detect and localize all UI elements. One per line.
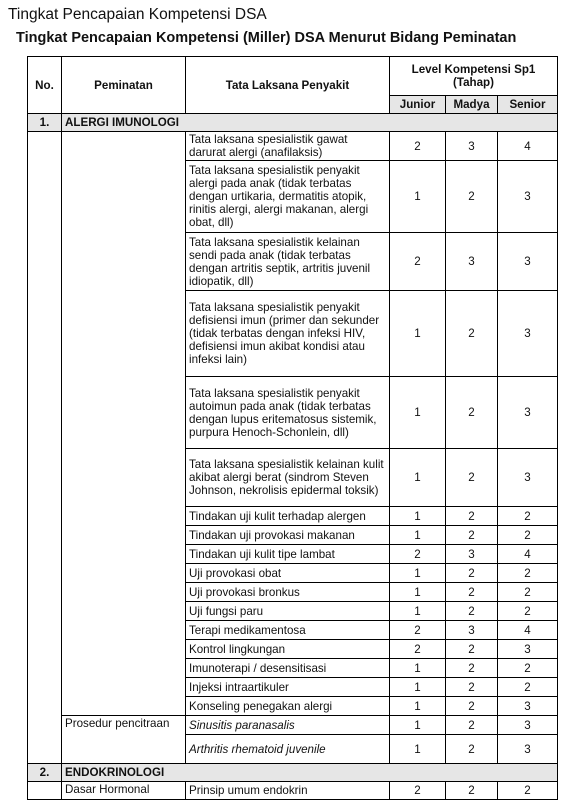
tata-laksana-cell: Tindakan uji kulit tipe lambat <box>186 545 390 564</box>
tata-laksana-cell: Uji provokasi bronkus <box>186 583 390 602</box>
junior-cell: 1 <box>390 678 446 697</box>
table-body <box>28 114 558 800</box>
peminatan-cell: Dasar Hormonal <box>62 782 186 800</box>
row-number-cell <box>28 132 62 764</box>
tata-laksana-cell: Tata laksana spesialistik penyakit defisiensi imun (primer dan sekunder (tidak terbatas dengan infeksi HIV, defisiensi imun akibat kondisi atau infeksi lain) <box>186 291 390 377</box>
tata-laksana-cell: Injeksi intraartikuler <box>186 678 390 697</box>
senior-cell: 3 <box>498 161 558 233</box>
junior-cell: 1 <box>390 291 446 377</box>
madya-cell: 2 <box>446 659 498 678</box>
senior-cell: 4 <box>498 621 558 640</box>
tata-laksana-cell: Kontrol lingkungan <box>186 640 390 659</box>
senior-cell: 3 <box>498 735 558 764</box>
junior-cell: 1 <box>390 602 446 621</box>
junior-cell: 1 <box>390 697 446 716</box>
tata-laksana-cell: Tata laksana spesialistik penyakit alergi pada anak (tidak terbatas dengan urtikaria, dermatitis atopik, rinitis alergi, alergi makanan, alergi obat, dll) <box>186 161 390 233</box>
madya-cell: 3 <box>446 233 498 291</box>
senior-cell: 2 <box>498 583 558 602</box>
header-junior: Junior <box>390 96 446 114</box>
madya-cell: 2 <box>446 583 498 602</box>
senior-cell: 2 <box>498 526 558 545</box>
senior-cell: 3 <box>498 716 558 735</box>
header-madya: Madya <box>446 96 498 114</box>
header-tata-laksana: Tata Laksana Penyakit <box>186 57 390 114</box>
table-row <box>28 716 558 735</box>
madya-cell: 2 <box>446 640 498 659</box>
senior-cell: 3 <box>498 697 558 716</box>
tata-laksana-cell: Imunoterapi / desensitisasi <box>186 659 390 678</box>
junior-cell: 2 <box>390 233 446 291</box>
madya-cell: 2 <box>446 526 498 545</box>
tata-laksana-cell: Tata laksana spesialistik gawat darurat alergi (anafilaksis) <box>186 132 390 161</box>
tata-laksana-cell: Uji provokasi obat <box>186 564 390 583</box>
tata-laksana-cell: Terapi medikamentosa <box>186 621 390 640</box>
peminatan-cell <box>62 132 186 716</box>
madya-cell: 2 <box>446 291 498 377</box>
table-row <box>28 132 558 161</box>
junior-cell: 1 <box>390 735 446 764</box>
section-row <box>28 114 558 132</box>
junior-cell: 2 <box>390 782 446 800</box>
senior-cell: 2 <box>498 659 558 678</box>
tata-laksana-cell: Arthritis rhematoid juvenile <box>186 735 390 764</box>
tata-laksana-cell: Sinusitis paranasalis <box>186 716 390 735</box>
senior-cell: 3 <box>498 291 558 377</box>
madya-cell: 2 <box>446 507 498 526</box>
madya-cell: 2 <box>446 564 498 583</box>
senior-cell: 2 <box>498 602 558 621</box>
table-head <box>28 57 558 114</box>
header-peminatan: Peminatan <box>62 57 186 114</box>
header-level-kompetensi: Level Kompetensi Sp1 (Tahap) <box>390 57 558 96</box>
junior-cell: 1 <box>390 449 446 507</box>
junior-cell: 2 <box>390 545 446 564</box>
senior-cell: 3 <box>498 377 558 449</box>
madya-cell: 2 <box>446 782 498 800</box>
tata-laksana-cell: Tindakan uji provokasi makanan <box>186 526 390 545</box>
madya-cell: 2 <box>446 449 498 507</box>
header-senior: Senior <box>498 96 558 114</box>
senior-cell: 4 <box>498 545 558 564</box>
junior-cell: 1 <box>390 161 446 233</box>
tata-laksana-cell: Tata laksana spesialistik kelainan kulit akibat alergi berat (sindrom Steven Johnson, nekrolisis epidermal toksik) <box>186 449 390 507</box>
table-row <box>28 782 558 800</box>
senior-cell: 3 <box>498 233 558 291</box>
junior-cell: 2 <box>390 621 446 640</box>
senior-cell: 2 <box>498 782 558 800</box>
junior-cell: 1 <box>390 659 446 678</box>
junior-cell: 1 <box>390 583 446 602</box>
madya-cell: 2 <box>446 602 498 621</box>
section-number: 1. <box>28 114 62 132</box>
junior-cell: 1 <box>390 377 446 449</box>
senior-cell: 3 <box>498 449 558 507</box>
junior-cell: 1 <box>390 526 446 545</box>
senior-cell: 2 <box>498 507 558 526</box>
madya-cell: 2 <box>446 697 498 716</box>
madya-cell: 2 <box>446 678 498 697</box>
senior-cell: 4 <box>498 132 558 161</box>
tata-laksana-cell: Tata laksana spesialistik penyakit autoimun pada anak (tidak terbatas dengan lupus eritematosus sistemik, purpura Henoch-Schonlein, dll) <box>186 377 390 449</box>
senior-cell: 2 <box>498 564 558 583</box>
peminatan-cell: Prosedur pencitraan <box>62 716 186 764</box>
madya-cell: 3 <box>446 545 498 564</box>
junior-cell: 2 <box>390 132 446 161</box>
tata-laksana-cell: Tindakan uji kulit terhadap alergen <box>186 507 390 526</box>
table-title: Tingkat Pencapaian Kompetensi (Miller) DSA Menurut Bidang Peminatan <box>16 30 517 46</box>
junior-cell: 1 <box>390 564 446 583</box>
junior-cell: 1 <box>390 716 446 735</box>
row-number-cell <box>28 782 62 800</box>
section-name: ALERGI IMUNOLOGI <box>62 114 558 132</box>
header-no: No. <box>28 57 62 114</box>
document-header: Tingkat Pencapaian Kompetensi DSA <box>8 6 267 23</box>
madya-cell: 3 <box>446 132 498 161</box>
junior-cell: 1 <box>390 507 446 526</box>
competency-table <box>27 56 558 800</box>
section-row <box>28 764 558 782</box>
tata-laksana-cell: Prinsip umum endokrin <box>186 782 390 800</box>
madya-cell: 3 <box>446 621 498 640</box>
madya-cell: 2 <box>446 377 498 449</box>
section-name: ENDOKRINOLOGI <box>62 764 558 782</box>
senior-cell: 2 <box>498 678 558 697</box>
tata-laksana-cell: Tata laksana spesialistik kelainan sendi pada anak (tidak terbatas dengan artritis septik, artritis juvenil idiopatik, dll) <box>186 233 390 291</box>
senior-cell: 3 <box>498 640 558 659</box>
madya-cell: 2 <box>446 161 498 233</box>
madya-cell: 2 <box>446 716 498 735</box>
section-number: 2. <box>28 764 62 782</box>
tata-laksana-cell: Uji fungsi paru <box>186 602 390 621</box>
junior-cell: 2 <box>390 640 446 659</box>
madya-cell: 2 <box>446 735 498 764</box>
tata-laksana-cell: Konseling penegakan alergi <box>186 697 390 716</box>
